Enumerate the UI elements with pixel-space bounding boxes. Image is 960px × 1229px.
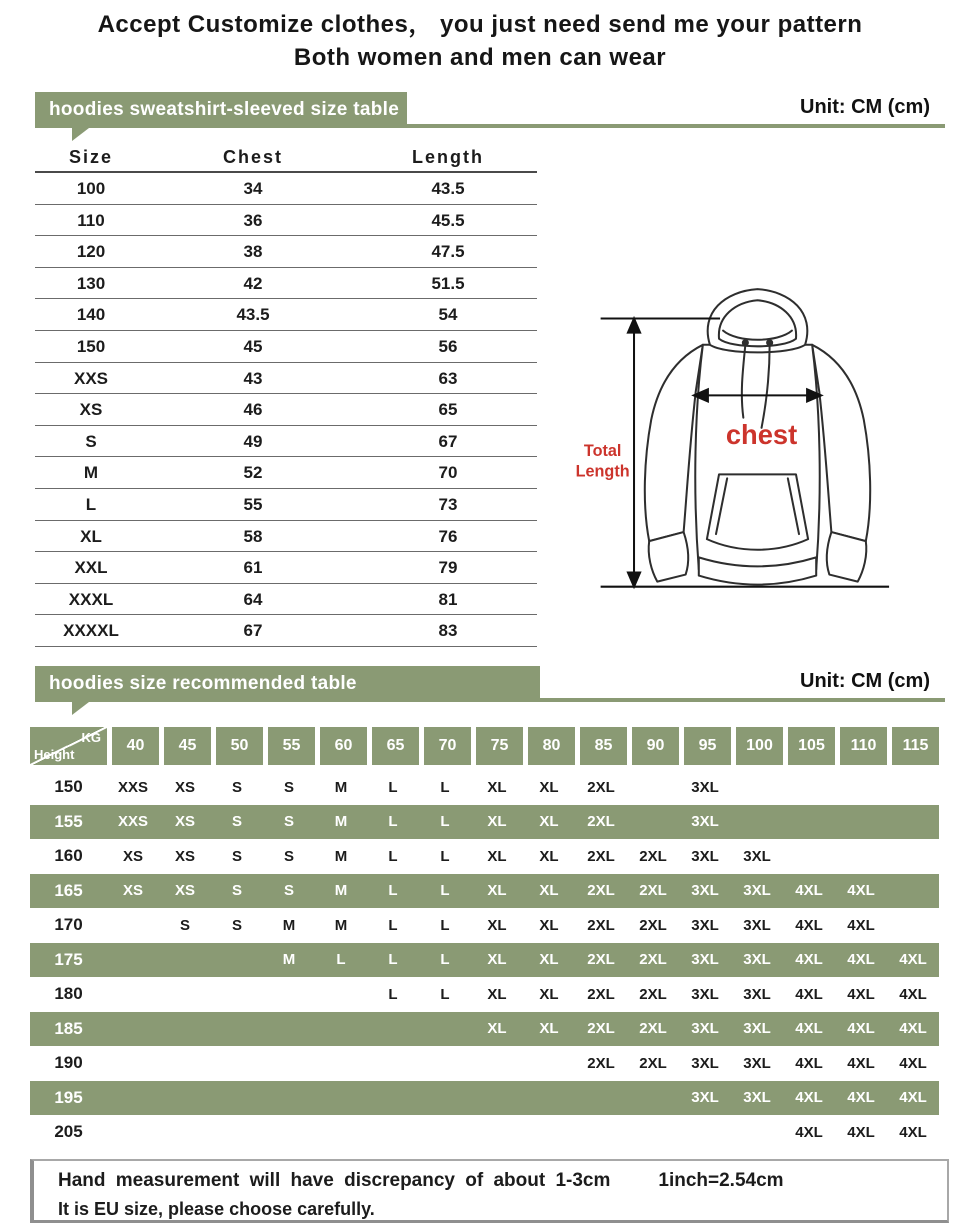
size-recommendation-cell: 2XL [639, 1020, 667, 1038]
length-column-header: Length [412, 147, 484, 167]
size-recommendation-cell: 3XL [691, 847, 719, 865]
rec-table-row [30, 943, 939, 978]
footer-inch-conversion: 1inch=2.54cm [658, 1170, 784, 1191]
size-recommendation-cell: 4XL [795, 1123, 823, 1141]
size-recommendation-cell: 2XL [639, 847, 667, 865]
size-recommendation-cell: 4XL [795, 916, 823, 934]
corner-height-label: Height [34, 747, 75, 762]
recommended-table-banner-tail [72, 702, 89, 715]
size-recommendation-cell: 4XL [899, 1020, 927, 1038]
chest-cell: 36 [243, 210, 263, 230]
size-cell: XXXL [68, 589, 114, 609]
size-recommendation-cell: XL [539, 1020, 559, 1038]
size-recommendation-cell: 4XL [899, 1089, 927, 1107]
size-table-banner: hoodies sweatshirt-sleeved size table [35, 92, 407, 128]
size-recommendation-cell: L [440, 951, 450, 969]
size-recommendation-cell: 4XL [795, 985, 823, 1003]
size-cell: M [83, 463, 99, 483]
size-recommendation-cell: M [334, 916, 348, 934]
size-recommendation-cell: L [388, 951, 398, 969]
size-recommendation-cell: XL [539, 778, 559, 796]
size-recommendation-cell: 3XL [691, 778, 719, 796]
size-recommendation-cell: XS [122, 882, 143, 900]
height-label: 180 [54, 984, 83, 1004]
rec-table-row [30, 977, 939, 1012]
kg-column-header: 115 [892, 727, 939, 765]
corner-kg-label: KG [81, 730, 101, 745]
height-label: 150 [54, 777, 83, 797]
size-recommendation-cell: XXS [117, 778, 148, 796]
size-recommendation-cell: 3XL [691, 951, 719, 969]
height-label: 205 [54, 1122, 83, 1142]
chest-cell: 46 [243, 400, 263, 420]
rec-table-row [30, 770, 939, 805]
size-recommendation-cell: XL [539, 813, 559, 831]
size-recommendation-cell: 2XL [587, 778, 615, 796]
size-cell: XXL [74, 558, 108, 578]
height-label: 185 [54, 1018, 83, 1038]
chest-cell: 43.5 [236, 305, 270, 325]
length-cell: 79 [438, 558, 458, 578]
rec-table-row [30, 1115, 939, 1150]
size-recommendation-cell: L [440, 778, 450, 796]
size-cell: XS [79, 400, 103, 420]
size-recommendation-cell: 4XL [847, 1089, 875, 1107]
size-table-row [35, 489, 537, 521]
kg-column-header: 65 [372, 727, 419, 765]
total-length-label-line1: Total [583, 442, 622, 461]
size-recommendation-cell: 4XL [847, 882, 875, 900]
size-recommendation-cell: XS [174, 813, 195, 831]
size-recommendation-cell: S [231, 847, 242, 865]
length-cell: 65 [438, 400, 458, 420]
chest-cell: 34 [243, 179, 263, 198]
size-table-row [35, 236, 537, 268]
size-table-row [35, 363, 537, 395]
kg-column-header: 85 [580, 727, 627, 765]
size-recommendation-cell: 2XL [587, 985, 615, 1003]
chest-cell: 64 [243, 589, 263, 609]
kg-column-header: 110 [840, 727, 887, 765]
kg-column-header: 80 [528, 727, 575, 765]
size-recommendation-cell: 3XL [743, 951, 771, 969]
page-title-line-1: Accept Customize clothes， you just need send me your pattern [97, 11, 863, 38]
size-cell: XXS [73, 368, 109, 388]
size-recommendation-cell: XL [539, 985, 559, 1003]
kg-column-header: 105 [788, 727, 835, 765]
size-cell: L [85, 494, 97, 514]
height-label: 195 [54, 1087, 83, 1107]
chest-cell: 42 [243, 273, 263, 293]
size-recommendation-cell: 2XL [587, 813, 615, 831]
size-recommendation-cell: 3XL [743, 882, 771, 900]
kg-column-header: 75 [476, 727, 523, 765]
rec-table-row [30, 1012, 939, 1047]
size-recommendation-cell: XL [487, 882, 507, 900]
footer-line-2: It is EU size, please choose carefully. [58, 1199, 375, 1219]
size-recommendation-cell: XL [539, 847, 559, 865]
size-recommendation-cell: XL [539, 916, 559, 934]
size-table-header [35, 143, 537, 173]
size-recommendation-cell: 4XL [899, 951, 927, 969]
size-recommendation-cell: 2XL [639, 882, 667, 900]
length-cell: 73 [438, 494, 458, 514]
size-recommendation-cell: 2XL [587, 882, 615, 900]
size-recommendation-cell: 2XL [639, 1054, 667, 1072]
size-recommendation-cell: 2XL [587, 847, 615, 865]
size-recommendation-cell: XS [174, 882, 195, 900]
page-title [0, 8, 960, 74]
chest-label: chest [725, 418, 798, 450]
size-recommendation-cell: XL [487, 916, 507, 934]
length-cell: 56 [438, 336, 458, 356]
size-table-row [35, 205, 537, 237]
size-recommendation-cell: XL [487, 813, 507, 831]
size-recommendation-cell: XL [487, 985, 507, 1003]
size-recommendation-cell: S [283, 813, 294, 831]
size-recommendation-cell: 3XL [743, 847, 771, 865]
size-cell: S [85, 431, 97, 451]
size-recommendation-cell: M [334, 882, 348, 900]
size-recommendation-cell: 3XL [691, 813, 719, 831]
size-recommendation-cell: L [388, 882, 398, 900]
size-table-row [35, 615, 537, 647]
size-cell: 140 [76, 305, 106, 325]
chest-cell: 52 [243, 463, 263, 483]
chest-cell: 43 [243, 368, 263, 388]
size-recommendation-cell: S [283, 847, 294, 865]
size-recommendation-cell: 4XL [847, 985, 875, 1003]
size-recommendation-cell: S [283, 778, 294, 796]
size-table-unit: Unit: CM (cm) [800, 96, 930, 118]
size-table-row [35, 584, 537, 616]
footer-line-1 [58, 1170, 947, 1192]
size-recommendation-cell: S [179, 916, 190, 934]
size-cell: 150 [76, 336, 106, 356]
size-recommendation-cell: XL [487, 778, 507, 796]
size-recommendation-cell: 2XL [639, 916, 667, 934]
size-recommendation-cell: M [334, 847, 348, 865]
length-cell: 67 [438, 431, 458, 451]
kg-column-header: 55 [268, 727, 315, 765]
size-recommendation-cell: XS [122, 847, 143, 865]
size-table-row [35, 521, 537, 553]
total-length-label-line2: Length [575, 462, 630, 481]
size-recommendation-cell: L [388, 813, 398, 831]
kg-column-header: 40 [112, 727, 159, 765]
size-recommendation-cell: L [388, 916, 398, 934]
size-recommendation-cell: 4XL [899, 1123, 927, 1141]
size-recommendation-cell: S [283, 882, 294, 900]
size-recommendation-cell: 3XL [691, 916, 719, 934]
size-cell: 100 [76, 179, 106, 198]
length-cell: 70 [438, 463, 458, 483]
recommended-table-unit: Unit: CM (cm) [800, 670, 930, 692]
size-recommendation-cell: 4XL [795, 951, 823, 969]
size-recommendation-cell: XL [539, 951, 559, 969]
size-recommendation-cell: 2XL [639, 985, 667, 1003]
footer-note [30, 1159, 949, 1223]
recommended-table-banner: hoodies size recommended table [35, 666, 540, 702]
length-cell: 45.5 [431, 210, 465, 230]
size-table-row [35, 299, 537, 331]
height-label: 170 [54, 915, 83, 935]
length-cell: 83 [438, 621, 458, 641]
size-table-row [35, 426, 537, 458]
size-recommendation-cell: 3XL [691, 1089, 719, 1107]
size-column-header: Size [68, 147, 114, 167]
size-recommendation-cell: 3XL [691, 1054, 719, 1072]
size-recommendation-cell: 4XL [847, 951, 875, 969]
size-recommendation-cell: 2XL [639, 951, 667, 969]
footer-discrepancy-text: Hand measurement will have discrepancy of about 1-3cm [58, 1170, 611, 1191]
size-recommendation-cell: M [334, 778, 348, 796]
hoodie-line-drawing [555, 278, 960, 612]
chest-cell: 55 [243, 494, 263, 514]
height-label: 160 [54, 846, 83, 866]
size-recommendation-cell: L [388, 985, 398, 1003]
height-label: 190 [54, 1053, 83, 1073]
size-table-row [35, 457, 537, 489]
size-recommendation-cell: L [440, 813, 450, 831]
size-recommendation-cell: 4XL [795, 1054, 823, 1072]
size-recommendation-cell: 4XL [899, 985, 927, 1003]
size-table-row [35, 552, 537, 584]
size-recommendation-cell: 4XL [899, 1054, 927, 1072]
size-cell: 130 [76, 273, 106, 293]
size-recommendation-cell: 3XL [691, 882, 719, 900]
chest-cell: 38 [243, 242, 263, 262]
size-table [35, 143, 537, 647]
chest-cell: 67 [243, 621, 263, 641]
rec-table-row [30, 874, 939, 909]
size-recommendation-cell: 4XL [847, 1054, 875, 1072]
length-cell: 51.5 [431, 273, 465, 293]
size-cell: 110 [77, 210, 105, 230]
size-table-row [35, 268, 537, 300]
size-recommendation-cell: M [282, 951, 296, 969]
page-title-line-2: Both women and men can wear [293, 44, 667, 71]
kg-column-header: 95 [684, 727, 731, 765]
kg-column-header: 70 [424, 727, 471, 765]
hoodie-diagram [555, 278, 960, 612]
size-recommendation-cell: 3XL [743, 1054, 771, 1072]
kg-column-header: 60 [320, 727, 367, 765]
chest-cell: 45 [243, 336, 263, 356]
size-recommendation-cell: XS [174, 847, 195, 865]
kg-column-header: 100 [736, 727, 783, 765]
length-cell: 43.5 [431, 179, 465, 198]
length-cell: 76 [438, 526, 458, 546]
size-recommendation-cell: 4XL [795, 1020, 823, 1038]
size-recommendation-cell: L [440, 985, 450, 1003]
length-cell: 63 [438, 368, 458, 388]
size-recommendation-cell: 3XL [691, 1020, 719, 1038]
size-recommendation-cell: 3XL [743, 985, 771, 1003]
kg-column-header: 45 [164, 727, 211, 765]
chest-cell: 49 [243, 431, 263, 451]
size-recommendation-cell: XS [174, 778, 195, 796]
size-table-row [35, 331, 537, 363]
size-recommendation-cell: XXS [117, 813, 148, 831]
size-recommendation-cell: XL [487, 1020, 507, 1038]
size-table-banner-tail [72, 128, 89, 141]
size-recommendation-cell: 3XL [743, 1089, 771, 1107]
size-recommendation-cell: S [231, 813, 242, 831]
length-cell: 81 [438, 589, 458, 609]
size-recommendation-cell: L [388, 847, 398, 865]
size-recommendation-cell: L [388, 778, 398, 796]
length-cell: 54 [438, 305, 458, 325]
size-recommendation-cell: 3XL [691, 985, 719, 1003]
size-cell: 120 [76, 242, 106, 262]
chest-column-header: Chest [222, 147, 283, 167]
rec-table-row [30, 1046, 939, 1081]
height-label: 175 [54, 949, 83, 969]
size-recommendation-cell: 2XL [587, 951, 615, 969]
size-table-row [35, 394, 537, 426]
chest-cell: 61 [243, 558, 263, 578]
size-recommendation-cell: XL [539, 882, 559, 900]
size-recommendation-cell: 4XL [795, 882, 823, 900]
kg-column-header: 90 [632, 727, 679, 765]
size-recommendation-cell: S [231, 916, 242, 934]
size-recommendation-cell: 2XL [587, 1020, 615, 1038]
size-recommendation-cell: M [282, 916, 296, 934]
size-recommendation-cell: 3XL [743, 1020, 771, 1038]
size-cell: XXXXL [63, 621, 119, 641]
kg-height-corner-cell [30, 727, 107, 765]
rec-table-row [30, 908, 939, 943]
size-recommendation-cell: S [231, 778, 242, 796]
size-table-body [35, 173, 537, 647]
size-recommendation-cell: XL [487, 847, 507, 865]
kg-column-header: 50 [216, 727, 263, 765]
rec-table-row [30, 1081, 939, 1116]
size-recommendation-cell: XL [487, 951, 507, 969]
size-recommendation-cell: 4XL [795, 1089, 823, 1107]
size-recommendation-cell: 2XL [587, 1054, 615, 1072]
size-recommendation-cell: L [440, 916, 450, 934]
size-recommendation-cell: 4XL [847, 1020, 875, 1038]
size-table-row [35, 173, 537, 205]
size-recommendation-cell: L [440, 847, 450, 865]
rec-table-row [30, 805, 939, 840]
length-cell: 47.5 [431, 242, 465, 262]
rec-table-body [30, 770, 939, 1150]
height-label: 165 [54, 880, 83, 900]
rec-table-header [30, 727, 944, 765]
size-cell: XL [80, 526, 102, 546]
height-label: 155 [54, 811, 83, 831]
size-recommendation-cell: S [231, 882, 242, 900]
rec-table-row [30, 839, 939, 874]
size-recommendation-cell: L [440, 882, 450, 900]
size-recommendation-cell: M [334, 813, 348, 831]
chest-cell: 58 [243, 526, 263, 546]
size-recommendation-cell: 4XL [847, 916, 875, 934]
size-recommendation-cell: 2XL [587, 916, 615, 934]
size-recommendation-cell: L [336, 951, 346, 969]
size-recommendation-cell: 4XL [847, 1123, 875, 1141]
size-recommendation-cell: 3XL [743, 916, 771, 934]
